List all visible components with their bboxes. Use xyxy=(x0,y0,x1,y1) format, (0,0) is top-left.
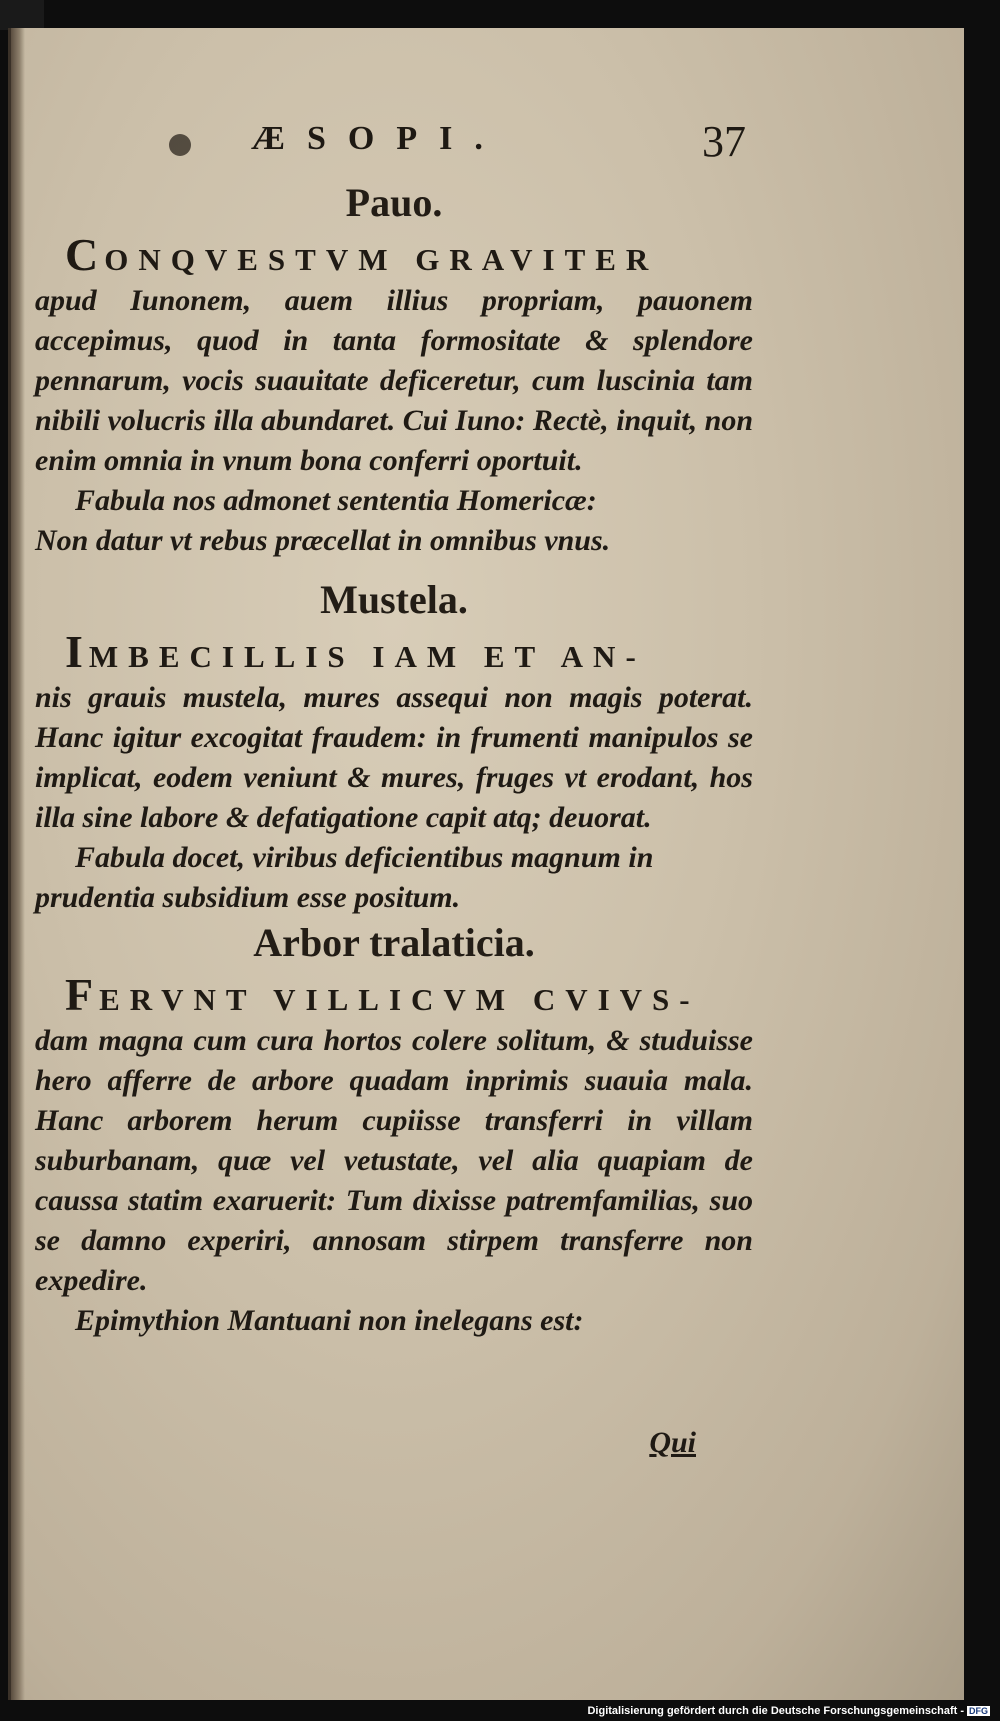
fable-title: Pauo. xyxy=(345,180,443,225)
fable-section xyxy=(35,178,753,561)
dfg-logo: DFG xyxy=(969,1706,988,1716)
digitization-footer xyxy=(587,1705,990,1717)
scan-corner-mark xyxy=(0,0,44,30)
page-content xyxy=(35,178,753,1341)
ornament-icon xyxy=(169,134,191,156)
fable-moral-verse: Non datur vt rebus præcellat in omnibus vnus. xyxy=(35,524,611,557)
running-title: ÆSOPI. xyxy=(251,120,505,157)
fable-incipit xyxy=(65,229,753,281)
fable-moral: Fabula docet, viribus deficientibus magnum in prudentia subsidium esse positum. xyxy=(35,841,654,914)
footer-credit: Digitalisierung gefördert durch die Deutsche Forschungsgemeinschaft - xyxy=(587,1705,964,1717)
fable-body: nis grauis mustela, mures assequi non magis poterat. Hanc igitur excogitat fraudem: in frumenti manipulos se implicat, eodem veniunt & mures, fruges vt erodant, hos illa sine labore & defatigatione capit atq; deuorat. xyxy=(35,681,753,834)
page-header xyxy=(11,117,964,170)
page-binding-edge xyxy=(11,28,25,1700)
fable-body: apud Iunonem, auem illius propriam, pauonem accepimus, quod in tanta formositate & splendore pennarum, vocis suauitate deficeretur, cum luscinia tam nibili volucris illa abundaret. Cui Iuno: Rectè, inquit, non enim omnia in vnum bona conferri oportuit. xyxy=(35,284,753,477)
fable-moral: Epimythion Mantuani non inelegans est: xyxy=(75,1304,584,1337)
book-page xyxy=(8,28,964,1700)
incipit-text: MBECILLIS IAM ET AN- xyxy=(88,639,646,674)
fable-title: Arbor tralaticia. xyxy=(253,920,535,965)
catchword: Qui xyxy=(649,1426,696,1459)
drop-initial: I xyxy=(65,626,89,677)
incipit-text: ERVNT VILLICVM CVIVS- xyxy=(99,982,700,1017)
fable-section xyxy=(35,918,753,1341)
drop-initial: F xyxy=(65,969,100,1020)
fable-body: dam magna cum cura hortos colere solitum, & studuisse hero afferre de arbore quadam inprimis suauia mala. Hanc arborem herum cupiisse transferri in villam suburbanam, quæ vel vetustate, vel alia quapiam de caussa statim exaruerit: Tum dixisse patremfamilias, suo se damno experiri, annosam stirpem transferre non expedire. xyxy=(35,1024,753,1297)
page-number: 37 xyxy=(702,117,746,166)
fable-title: Mustela. xyxy=(320,577,468,622)
drop-initial: C xyxy=(65,229,105,280)
incipit-text: ONQVESTVM GRAVITER xyxy=(104,242,659,277)
fable-incipit xyxy=(65,969,753,1021)
fable-section xyxy=(35,575,753,918)
fable-moral: Fabula nos admonet sententia Homericæ: xyxy=(75,484,597,517)
fable-incipit xyxy=(65,626,753,678)
